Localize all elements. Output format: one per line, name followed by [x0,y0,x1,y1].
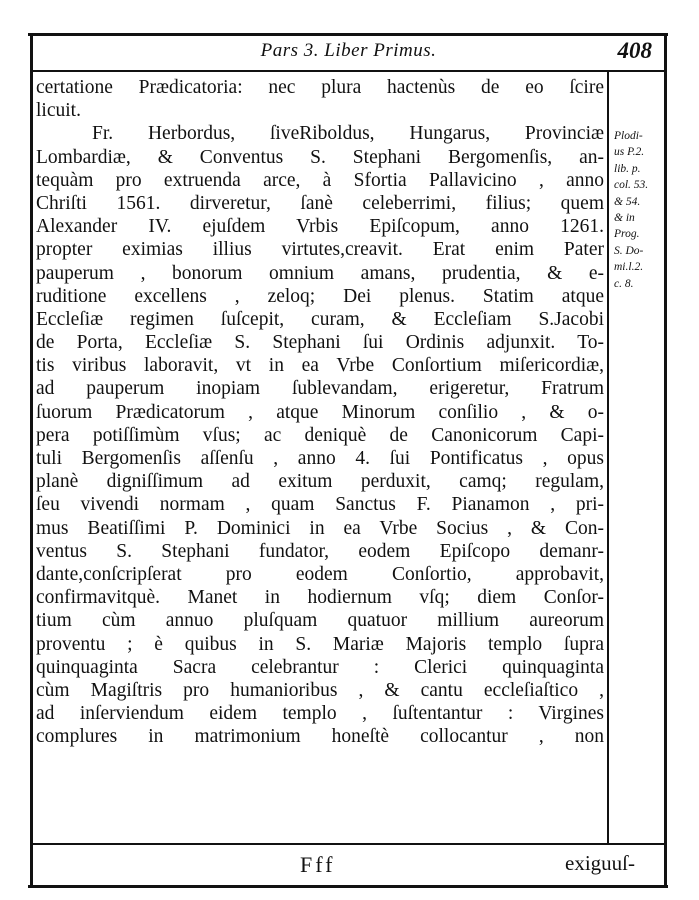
margin-column-divider [607,72,609,843]
text-line: Alexander IV. ejuſdem Vrbis Epiſcopum, anno 1261. [36,216,604,238]
text-line: Chriſti 1561. dirveretur, ſanè celeberrimi, filius; quem [36,192,604,214]
text-line: de Porta, Eccleſiæ S. Stephani ſui Ordinis adjunxit. To- [36,332,604,354]
margin-note-line: col. 53. [614,179,649,192]
text-line: tuli Bergomenſis aſſenſu , anno 4. ſui Pontificatus , opus [36,448,604,469]
running-head-title: Pars 3. Liber Primus. [260,40,437,61]
text-line: cùm Magiſtris pro humanioribus , & cantu eccleſiaſtico , [36,679,604,701]
text-line: ruditione excellens , zeloq; Dei plenus. Statim atque [36,285,604,307]
margin-note-line: Plodi- [614,130,643,142]
running-head [33,38,664,68]
text-line: planè digniſſimum ad exitum perduxit, camq; regulam, [36,471,604,493]
text-line: Fr. Herbordus, ſiveRiboldus, Hungarus, Provinciæ [92,123,604,145]
margin-note-line: Prog. [614,228,640,241]
margin-note [614,128,662,292]
left-border [30,33,33,888]
text-line: tis viribus laboravit, vt in ea Vrbe Conſortium miſericordiæ, [36,355,604,377]
page-number: 408 [617,38,652,63]
text-line: tium cùm annuo pluſquam quatuor millium aureorum [36,610,604,632]
text-line: licuit. [36,100,81,122]
text-line: mus Beatiſſimi P. Dominici in ea Vrbe Socius , & Con- [36,517,604,539]
header-rule [30,70,666,72]
text-line: ſuorum Prædicatorum , atque Minorum conſilio , & o- [36,401,604,423]
text-line: tequàm pro extruenda arce, à Sfortia Pallavicino , anno [36,169,604,191]
text-line: pera potiſſimùm vſus; ac deniquè de Canonicorum Capi- [36,424,604,446]
margin-note-line: & in [614,211,635,224]
text-line: quinquaginta Sacra celebrantur : Clerici quinquaginta [36,656,604,678]
text-line: ad inſerviendum eidem templo , ſuſtentantur : Virgines [36,703,604,725]
signature-mark: Fff [300,852,336,877]
text-line: propter eximias illius virtutes,creavit. Erat enim Pater [36,239,604,261]
bottom-border [28,885,668,888]
main-text [36,76,604,748]
margin-note-line: mi.l.2. [614,261,644,274]
margin-note-line: lib. p. [614,162,641,175]
footer-rule [30,843,666,845]
text-line: pauperum , bonorum omnium amans, prudentia, & e- [36,262,604,284]
right-border [664,33,667,888]
margin-note-line: us P.2. [614,146,645,159]
text-line: Lombardiæ, & Conventus S. Stephani Bergomenſis, an- [36,146,604,168]
text-line: dante,conſcripſerat pro eodem Conſortio, approbavit, [36,563,604,585]
text-line: ſeu vivendi normam , quam Sanctus F. Pianamon , pri- [36,494,604,516]
text-line: ventus S. Stephani fundator, eodem Epiſcopo demanr- [36,540,604,562]
margin-note-line: & 54. [614,195,641,208]
text-line: complures in matrimonium honeſtè collocantur , non [36,726,604,748]
margin-note-line: S. Do- [614,244,644,257]
text-line: confirmavitquè. Manet in hodiernum vſq; diem Conſor- [36,587,604,609]
margin-note-line: c. 8. [614,277,634,290]
text-line: certatione Prædicatoria: nec plura hactenùs de eo ſcire [36,77,604,98]
catchword: exiguuſ- [565,851,635,875]
text-line: Eccleſiæ regimen ſuſcepit, curam, & Eccleſiam S.Jacobi [36,308,604,330]
text-line: proventu ; è quibus in S. Mariæ Majoris templo ſupra [36,633,604,655]
text-line: ad pauperum inopiam ſublevandam, erigeretur, Fratrum [36,378,604,400]
top-border [28,33,668,36]
